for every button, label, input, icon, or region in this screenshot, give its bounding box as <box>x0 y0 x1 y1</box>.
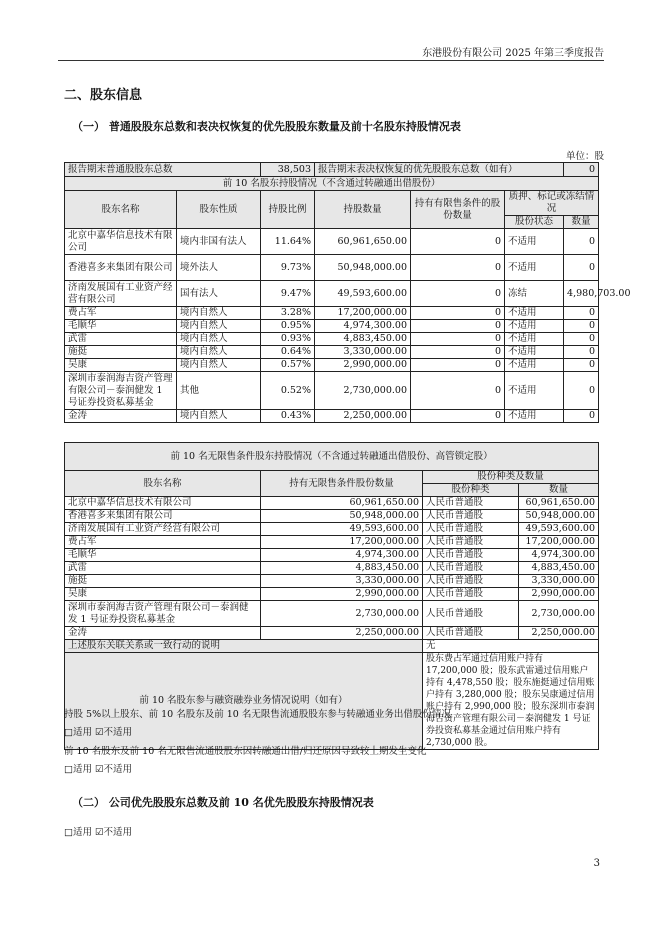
holder-status: 不适用 <box>505 410 564 423</box>
u-holder-name: 武雷 <box>65 562 261 575</box>
table-row <box>65 333 599 346</box>
u-holder-type: 人民币普通股 <box>423 510 519 523</box>
u-holder-shares: 4,974,300.00 <box>261 549 423 562</box>
holder-shares: 17,200,000.00 <box>315 307 411 320</box>
u-col-qty: 数量 <box>519 484 599 497</box>
holder-status: 不适用 <box>505 229 564 255</box>
holder-nature: 境内自然人 <box>177 333 261 346</box>
holder-shares: 3,330,000.00 <box>315 346 411 359</box>
u-holder-type: 人民币普通股 <box>423 601 519 627</box>
u-holder-shares: 17,200,000.00 <box>261 536 423 549</box>
u-holder-type: 人民币普通股 <box>423 536 519 549</box>
holder-shares: 2,250,000.00 <box>315 410 411 423</box>
holder-ratio: 0.52% <box>261 372 315 410</box>
top10-caption: 前 10 名股东持股情况（不含通过转融通出借股份） <box>65 177 599 191</box>
total-holders-value: 38,503 <box>261 163 315 177</box>
u-holder-type: 人民币普通股 <box>423 627 519 640</box>
holder-qty: 0 <box>564 307 599 320</box>
holder-name: 深圳市泰润海吉资产管理有限公司－泰润健发 1 号证券投资私募基金 <box>65 372 177 410</box>
table-row <box>65 229 599 255</box>
unrestricted-caption: 前 10 名无限售条件股东持股情况（不含通过转融通出借股份、高管锁定股） <box>65 443 599 471</box>
holder-status: 不适用 <box>505 372 564 410</box>
u-holder-shares: 2,730,000.00 <box>261 601 423 627</box>
holder-ratio: 9.47% <box>261 281 315 307</box>
table-row <box>65 497 599 510</box>
col-name: 股东名称 <box>65 191 177 229</box>
related-value: 无 <box>423 640 599 653</box>
u-holder-type: 人民币普通股 <box>423 497 519 510</box>
holder-restricted: 0 <box>411 229 505 255</box>
holder-ratio: 0.64% <box>261 346 315 359</box>
holder-status: 不适用 <box>505 320 564 333</box>
holder-name: 济南发展国有工业资产经营有限公司 <box>65 281 177 307</box>
u-holder-qty: 50,948,000.00 <box>519 510 599 523</box>
u-holder-name: 施挺 <box>65 575 261 588</box>
holder-name: 费占军 <box>65 307 177 320</box>
holder-shares: 2,990,000.00 <box>315 359 411 372</box>
u-holder-shares: 49,593,600.00 <box>261 523 423 536</box>
holder-status: 不适用 <box>505 359 564 372</box>
table-row <box>65 320 599 333</box>
holder-ratio: 3.28% <box>261 307 315 320</box>
holder-qty: 0 <box>564 346 599 359</box>
margin-value: 股东费占军通过信用账户持有 17,200,000 股；股东武雷通过信用账户持有 4,478,550 股；股东施挺通过信用账户持有 3,280,000 股；股东吴康通过信用账户持有 2,990,000 股；股东深圳市泰润海吉资产管理有限公司－泰润健发 1 号证券投资私募基金通过信用账户持有 2,730,000 股。 <box>423 653 599 750</box>
holder-status: 不适用 <box>505 346 564 359</box>
table-row <box>65 372 599 410</box>
table-row <box>65 255 599 281</box>
holder-shares: 4,974,300.00 <box>315 320 411 333</box>
preferred-holders-label: 报告期末表决权恢复的优先股股东总数（如有） <box>315 163 564 177</box>
holder-status: 不适用 <box>505 333 564 346</box>
holder-restricted: 0 <box>411 359 505 372</box>
u-holder-type: 人民币普通股 <box>423 549 519 562</box>
holder-qty: 0 <box>564 229 599 255</box>
holder-status: 冻结 <box>505 281 564 307</box>
holder-nature: 境内自然人 <box>177 307 261 320</box>
check-change: □适用 ☑不适用 <box>64 764 133 775</box>
col-qty: 数量 <box>564 216 599 229</box>
col-pledge: 质押、标记或冻结情况 <box>505 191 599 216</box>
note-change: 前 10 名股东及前 10 名无限售流通股股东因转融通出借/归还原因导致较上期发生变化 <box>64 746 427 757</box>
u-holder-qty: 17,200,000.00 <box>519 536 599 549</box>
u-col-type-group: 股份种类及数量 <box>423 471 599 484</box>
u-holder-type: 人民币普通股 <box>423 562 519 575</box>
holder-ratio: 0.43% <box>261 410 315 423</box>
check-lending: □适用 ☑不适用 <box>64 727 133 738</box>
holder-qty: 0 <box>564 255 599 281</box>
u-holder-type: 人民币普通股 <box>423 588 519 601</box>
table-row <box>65 359 599 372</box>
holder-status: 不适用 <box>505 255 564 281</box>
u-holder-qty: 49,593,600.00 <box>519 523 599 536</box>
check-preferred: □适用 ☑不适用 <box>64 827 133 838</box>
holder-ratio: 0.95% <box>261 320 315 333</box>
u-holder-qty: 60,961,650.00 <box>519 497 599 510</box>
table-row <box>65 601 599 627</box>
holder-restricted: 0 <box>411 320 505 333</box>
u-holder-qty: 2,250,000.00 <box>519 627 599 640</box>
table-row <box>65 307 599 320</box>
u-holder-qty: 2,730,000.00 <box>519 601 599 627</box>
holder-nature: 境内非国有法人 <box>177 229 261 255</box>
holder-nature: 境内自然人 <box>177 359 261 372</box>
table-row <box>65 510 599 523</box>
report-header: 东港股份有限公司 2025 年第三季度报告 <box>422 48 604 59</box>
table-row <box>65 588 599 601</box>
u-holder-type: 人民币普通股 <box>423 523 519 536</box>
holder-restricted: 0 <box>411 307 505 320</box>
page-number: 3 <box>593 858 600 869</box>
u-holder-name: 北京中嘉华信息技术有限公司 <box>65 497 261 510</box>
holder-restricted: 0 <box>411 255 505 281</box>
holder-name: 武雷 <box>65 333 177 346</box>
related-label: 上述股东关联关系或一致行动的说明 <box>65 640 423 653</box>
holder-shares: 60,961,650.00 <box>315 229 411 255</box>
u-holder-shares: 60,961,650.00 <box>261 497 423 510</box>
u-col-type: 股份种类 <box>423 484 519 497</box>
holder-ratio: 0.57% <box>261 359 315 372</box>
col-shares: 持股数量 <box>315 191 411 229</box>
holder-status: 不适用 <box>505 307 564 320</box>
holder-nature: 境内自然人 <box>177 410 261 423</box>
holder-qty: 0 <box>564 320 599 333</box>
u-holder-name: 金涛 <box>65 627 261 640</box>
u-holder-name: 毛顺华 <box>65 549 261 562</box>
table-row <box>65 410 599 423</box>
unit-label: 单位：股 <box>565 151 604 162</box>
u-holder-shares: 2,990,000.00 <box>261 588 423 601</box>
holder-nature: 境内自然人 <box>177 320 261 333</box>
u-holder-qty: 4,883,450.00 <box>519 562 599 575</box>
table-row <box>65 281 599 307</box>
shareholders-table <box>64 162 631 423</box>
u-holder-qty: 3,330,000.00 <box>519 575 599 588</box>
holder-restricted: 0 <box>411 281 505 307</box>
total-holders-label: 报告期末普通股股东总数 <box>65 163 261 177</box>
holder-nature: 境内自然人 <box>177 346 261 359</box>
holder-shares: 49,593,600.00 <box>315 281 411 307</box>
holder-name: 施挺 <box>65 346 177 359</box>
u-holder-shares: 50,948,000.00 <box>261 510 423 523</box>
u-holder-shares: 3,330,000.00 <box>261 575 423 588</box>
u-holder-name: 香港喜多来集团有限公司 <box>65 510 261 523</box>
holder-qty: 0 <box>564 359 599 372</box>
margin-label: 前 10 名股东参与融资融券业务情况说明（如有） <box>65 653 423 750</box>
holder-qty: 0 <box>564 333 599 346</box>
col-status: 股份状态 <box>505 216 564 229</box>
table-row <box>65 346 599 359</box>
unrestricted-table <box>64 442 599 750</box>
u-holder-shares: 2,250,000.00 <box>261 627 423 640</box>
u-holder-type: 人民币普通股 <box>423 575 519 588</box>
u-holder-name: 吴康 <box>65 588 261 601</box>
preferred-section-title: （二） 公司优先股股东总数及前 10 名优先股股东持股情况表 <box>72 796 374 809</box>
u-holder-name: 济南发展国有工业资产经营有限公司 <box>65 523 261 536</box>
holder-nature: 国有法人 <box>177 281 261 307</box>
holder-name: 金涛 <box>65 410 177 423</box>
holder-restricted: 0 <box>411 346 505 359</box>
table-row <box>65 562 599 575</box>
header-divider <box>58 60 604 61</box>
holder-restricted: 0 <box>411 333 505 346</box>
holder-restricted: 0 <box>411 372 505 410</box>
preferred-holders-value: 0 <box>564 163 599 177</box>
u-holder-qty: 2,990,000.00 <box>519 588 599 601</box>
holder-nature: 境外法人 <box>177 255 261 281</box>
note-lending: 持股 5%以上股东、前 10 名股东及前 10 名无限售流通股股东参与转融通业务出借股份情况 <box>64 709 451 720</box>
holder-name: 香港喜多来集团有限公司 <box>65 255 177 281</box>
u-col-name: 股东名称 <box>65 471 261 497</box>
holder-shares: 4,883,450.00 <box>315 333 411 346</box>
holder-ratio: 0.93% <box>261 333 315 346</box>
col-ratio: 持股比例 <box>261 191 315 229</box>
holder-shares: 2,730,000.00 <box>315 372 411 410</box>
holder-ratio: 9.73% <box>261 255 315 281</box>
holder-qty: 0 <box>564 372 599 410</box>
table-row <box>65 575 599 588</box>
u-holder-shares: 4,883,450.00 <box>261 562 423 575</box>
holder-name: 吴康 <box>65 359 177 372</box>
holder-name: 毛顺华 <box>65 320 177 333</box>
section-title: 二、股东信息 <box>64 88 143 103</box>
table-row <box>65 627 599 640</box>
holder-ratio: 11.64% <box>261 229 315 255</box>
holder-shares: 50,948,000.00 <box>315 255 411 281</box>
col-restricted: 持有有限售条件的股份数量 <box>411 191 505 229</box>
col-nature: 股东性质 <box>177 191 261 229</box>
u-holder-name: 费占军 <box>65 536 261 549</box>
table-row <box>65 536 599 549</box>
table-row <box>65 549 599 562</box>
holder-qty: 4,980,703.00 <box>564 281 599 307</box>
u-holder-name: 深圳市泰润海吉资产管理有限公司－泰润健发 1 号证券投资私募基金 <box>65 601 261 627</box>
holder-restricted: 0 <box>411 410 505 423</box>
subsection-title: （一） 普通股股东总数和表决权恢复的优先股股东数量及前十名股东持股情况表 <box>72 120 461 133</box>
holder-name: 北京中嘉华信息技术有限公司 <box>65 229 177 255</box>
holder-nature: 其他 <box>177 372 261 410</box>
table-row <box>65 523 599 536</box>
holder-qty: 0 <box>564 410 599 423</box>
u-holder-qty: 4,974,300.00 <box>519 549 599 562</box>
u-col-shares: 持有无限售条件股份数量 <box>261 471 423 497</box>
